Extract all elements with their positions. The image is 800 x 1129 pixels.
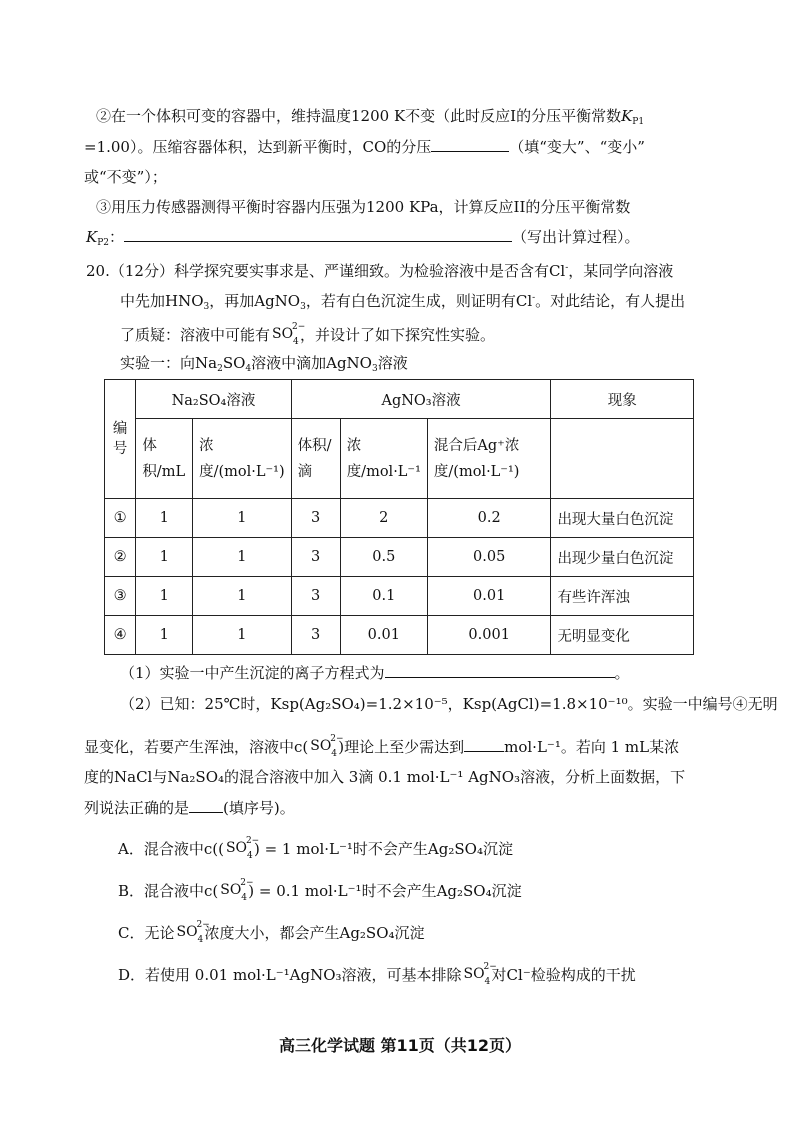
q19-line-3: [84, 136, 645, 158]
cell-ag-concentration: 0.5: [340, 538, 427, 577]
ion-charge: 2−: [196, 920, 210, 930]
answer-blank-min-concentration[interactable]: [464, 736, 504, 752]
q20-text: 中先加HNO: [120, 292, 204, 310]
subscript: 3: [203, 302, 210, 312]
cell-na-concentration: 1: [193, 538, 292, 577]
option-d[interactable]: [118, 962, 636, 986]
kp2-subscript: P2: [97, 238, 110, 248]
subq-1: [120, 662, 630, 684]
superscript: -: [532, 293, 536, 303]
cell-ag-volume: 3: [291, 577, 340, 616]
header-volume-drops: 体积/滴: [291, 419, 340, 499]
cell-na-volume: 1: [136, 538, 193, 577]
header-number: 编号: [105, 380, 136, 499]
answer-blank-kp2[interactable]: [124, 226, 512, 242]
subq-2-line-4: [84, 797, 295, 819]
cell-mixed-concentration: 0.001: [427, 616, 551, 655]
subq-2-line-3: [84, 766, 685, 788]
cell-ag-concentration: 2: [340, 499, 427, 538]
sulfate-ion: [176, 920, 210, 945]
cell-na-volume: 1: [136, 499, 193, 538]
q20-text: ，再加AgNO: [209, 292, 301, 310]
option-text: D．若使用 0.01 mol·L⁻¹AgNO₃溶液，可基本排除: [118, 966, 462, 984]
subq-text: （2）已知：25℃时，Ksp(Ag₂SO₄)=1.2×10⁻⁵，Ksp(AgCl)=1.8×10⁻¹⁰。实验一中编号④无明: [120, 695, 778, 713]
table-row: [105, 616, 694, 655]
q19-line-5: [96, 196, 630, 218]
q19-text: 或“不变”）；: [84, 168, 167, 186]
subq-2-line-1: [120, 693, 778, 715]
table-row: [105, 499, 694, 538]
ion-base: SO: [176, 924, 198, 940]
q19-line-2: [96, 105, 644, 133]
cell-na-concentration: 1: [193, 616, 292, 655]
cell-na-concentration: 1: [193, 577, 292, 616]
sulfate-ion: [310, 734, 344, 759]
subscript: 4: [245, 364, 252, 374]
cell-mixed-concentration: 0.2: [427, 499, 551, 538]
sulfate-ion: [220, 878, 254, 903]
ion-subscript: 4: [484, 977, 491, 987]
subq-text: mol·L⁻¹。若向 1 mL某浓: [504, 738, 680, 756]
cell-ag-volume: 3: [291, 538, 340, 577]
subq-2-line-2: [84, 734, 679, 758]
cell-number: ①: [105, 499, 136, 538]
header-empty: [551, 419, 694, 499]
table-subheader-row: [105, 419, 694, 499]
subq-text: 列说法正确的是: [84, 799, 190, 817]
ion-subscript: 4: [241, 893, 248, 903]
sulfate-ion: [225, 836, 260, 861]
subscript: 3: [300, 302, 306, 312]
header-concentration-1: 浓度/(mol·L⁻¹): [193, 419, 292, 499]
experiment-title: [120, 352, 408, 380]
q20-text: 了质疑：溶液中可能有: [120, 326, 271, 344]
ion-subscript: 4: [293, 337, 299, 347]
header-concentration-2: 浓度/mol·L⁻¹: [340, 419, 427, 499]
q19-text: （写出计算过程）。: [512, 228, 640, 246]
question-number: 20.: [86, 262, 110, 280]
q19-line-6: $K_{P2}$： （写出计算过程）。: [86, 228, 640, 248]
cell-na-concentration: 1: [193, 499, 292, 538]
cell-na-volume: 1: [136, 577, 193, 616]
ion-subscript: 4: [331, 749, 337, 759]
ion-base: SO: [225, 840, 248, 856]
option-text: ) = 0.1 mol·L⁻¹时不会产生Ag₂SO₄沉淀: [248, 882, 522, 900]
option-a[interactable]: [118, 836, 513, 860]
ion-subscript: 4: [246, 851, 253, 861]
exp-text: SO: [222, 354, 246, 372]
ion-base: SO: [310, 738, 332, 754]
q20-line-1: [86, 257, 673, 282]
option-text: ) = 1 mol·L⁻¹时不会产生Ag₂SO₄沉淀: [253, 840, 513, 858]
cell-mixed-concentration: 0.05: [427, 538, 551, 577]
option-c[interactable]: [118, 920, 425, 944]
q20-text: （12分）科学探究要实事求是、严谨细致。为检验溶液中是否含有Cl: [109, 262, 566, 280]
ion-subscript: 4: [197, 935, 204, 945]
cell-ag-volume: 3: [291, 499, 340, 538]
option-text: A．混合液中c((: [118, 840, 224, 858]
table-header-row: [105, 380, 694, 419]
kp1-subscript: P1: [632, 117, 645, 127]
subscript: 3: [371, 364, 378, 374]
option-text: C．无论: [118, 924, 175, 942]
subq-text: 显变化，若要产生浑浊，溶液中c(: [84, 738, 309, 756]
exp-text: 实验一：向Na: [120, 354, 218, 372]
cell-number: ②: [105, 538, 136, 577]
answer-blank-ionic-equation[interactable]: [385, 662, 615, 678]
ion-base: SO: [272, 326, 294, 342]
superscript: -: [565, 263, 569, 273]
option-text: 对Cl⁻检验构成的干扰: [491, 966, 636, 984]
ion-charge: 2−: [330, 734, 344, 744]
cell-na-volume: 1: [136, 616, 193, 655]
cell-ag-volume: 3: [291, 616, 340, 655]
sulfate-ion: [272, 322, 306, 347]
q20-line-3: [120, 322, 495, 346]
q20-text: ，某同学向溶液: [568, 262, 674, 280]
header-na2so4: Na₂SO₄溶液: [136, 380, 291, 419]
ion-charge: 2−: [240, 878, 254, 888]
ion-charge: 2−: [245, 836, 260, 846]
cell-ag-concentration: 0.1: [340, 577, 427, 616]
ion-charge: 2−: [292, 322, 306, 332]
table-row: [105, 538, 694, 577]
cell-mixed-concentration: 0.01: [427, 577, 551, 616]
table-row: [105, 577, 694, 616]
q20-text: 。对此结论，有人提出: [535, 292, 686, 310]
q20-line-2: [120, 287, 685, 318]
q19-text: =1.00）。压缩容器体积，达到新平衡时，CO的分压: [84, 138, 432, 156]
exp-text: 溶液: [377, 354, 408, 372]
cell-phenomenon: 出现少量白色沉淀: [551, 538, 694, 577]
q20-text: ，若有白色沉淀生成，则证明有Cl: [305, 292, 533, 310]
cell-number: ③: [105, 577, 136, 616]
header-agno3: AgNO₃溶液: [291, 380, 551, 419]
exp-text: 溶液中滴加AgNO: [251, 354, 372, 372]
q19-line-4: [84, 166, 167, 188]
header-phenomenon: 现象: [551, 380, 694, 419]
cell-phenomenon: 出现大量白色沉淀: [551, 499, 694, 538]
subq-text: (填序号)。: [223, 799, 295, 817]
subq-text: 。: [614, 664, 630, 682]
subscript: 2: [217, 364, 223, 374]
q19-text: （填“变大”、“变小”: [509, 138, 645, 156]
sulfate-ion: [463, 962, 497, 987]
option-text: 浓度大小，都会产生Ag₂SO₄沉淀: [204, 924, 425, 942]
subq-text: )理论上至少需达到: [338, 738, 465, 756]
cell-phenomenon: 无明显变化: [551, 616, 694, 655]
page-footer: 高三化学试题 第11页（共12页）: [278, 1036, 522, 1055]
subq-text: （1）实验一中产生沉淀的离子方程式为: [120, 664, 385, 682]
ion-charge: 2−: [483, 962, 497, 972]
option-text: B．混合液中c(: [118, 882, 219, 900]
q19-text: ②在一个体积可变的容器中，维持温度1200 K不变（此时反应I的分压平衡常数: [96, 107, 622, 125]
cell-number: ④: [105, 616, 136, 655]
q20-text: ，并设计了如下探究性实验。: [300, 326, 496, 344]
cell-phenomenon: 有些许浑浊: [551, 577, 694, 616]
kp2-symbol: K: [86, 228, 98, 246]
q19-text: ③用压力传感器测得平衡时容器内压强为1200 KPa，计算反应II的分压平衡常数: [96, 198, 631, 216]
answer-blank-co-pressure[interactable]: [431, 136, 509, 152]
header-volume-ml: 体积/mL: [136, 419, 193, 499]
header-mixed-ag-concentration: 混合后Ag⁺浓度/(mol·L⁻¹): [427, 419, 551, 499]
cell-ag-concentration: 0.01: [340, 616, 427, 655]
ion-base: SO: [463, 966, 485, 982]
kp1-symbol: K: [621, 107, 633, 125]
experiment-table: [104, 379, 694, 655]
subq-text: 度的NaCl与Na₂SO₄的混合溶液中加入 3滴 0.1 mol·L⁻¹ AgNO₃溶液，分析上面数据，下: [84, 768, 686, 786]
ion-base: SO: [220, 882, 242, 898]
answer-blank-choice[interactable]: [189, 797, 223, 813]
option-b[interactable]: [118, 878, 522, 902]
